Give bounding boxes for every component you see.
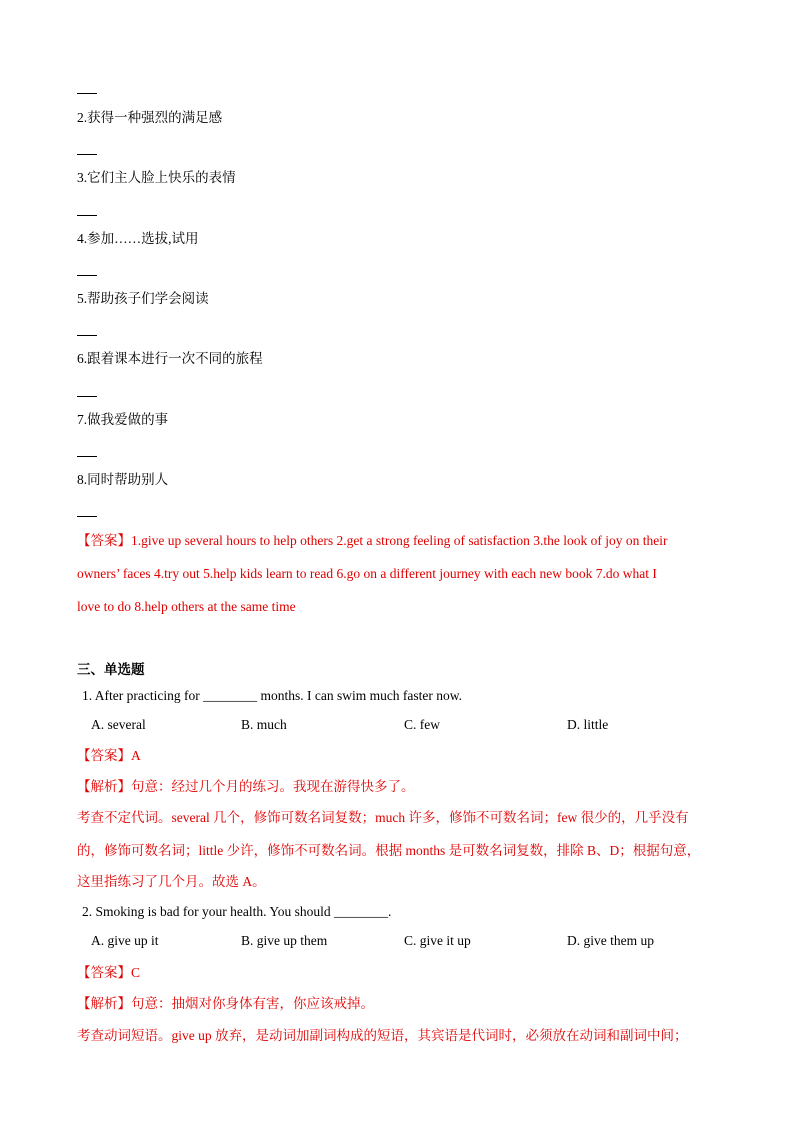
section-title: 三、单选题 (77, 662, 145, 677)
question-2-option-a: A. give up it (91, 933, 159, 948)
question-1-analysis-1: 【解析】句意：经过几个月的练习。我现在游得快多了。 (77, 779, 415, 794)
question-1-stem: 1. After practicing for ________ months. I can swim much faster now. (82, 688, 463, 703)
question-2-stem: 2. Smoking is bad for your health. You should ________. (82, 904, 392, 919)
question-1-option-a: A. several (91, 717, 146, 732)
vocab-item-2: 2.获得一种强烈的满足感 (77, 110, 223, 125)
question-1-option-d: D. little (567, 717, 609, 732)
vocab-item-5: 5.帮助孩子们学会阅读 (77, 291, 209, 306)
answer-blank (77, 275, 97, 276)
question-2-option-c: C. give it up (404, 933, 471, 948)
vocab-answer-line-2: owners’ faces 4.try out 5.help kids learn to read 6.go on a different journey with each new book 7.do what I (77, 566, 657, 581)
vocab-item-7: 7.做我爱做的事 (77, 412, 169, 427)
vocab-answer-line-1: 【答案】1.give up several hours to help others 2.get a strong feeling of satisfaction 3.the look of joy on their (77, 533, 668, 548)
answer-blank (77, 516, 97, 517)
vocab-item-3: 3.它们主人脸上快乐的表情 (77, 170, 236, 185)
question-2-answer: 【答案】C (77, 965, 141, 980)
question-1-analysis-3: 的，修饰可数名词；little 少许，修饰不可数名词。根据 months 是可数名词复数，排除 B、D；根据句意， (77, 843, 701, 858)
answer-blank (77, 396, 97, 397)
question-1-option-b: B. much (241, 717, 287, 732)
question-2-analysis-2: 考查动词短语。give up 放弃，是动词加副词构成的短语，其宾语是代词时，必须放在动词和副词中间； (77, 1028, 688, 1043)
answer-blank (77, 154, 97, 155)
question-1-answer: 【答案】A (77, 748, 141, 763)
vocab-item-8: 8.同时帮助别人 (77, 472, 169, 487)
vocab-answer-line-3: love to do 8.help others at the same time (77, 599, 296, 614)
question-2-option-d: D. give them up (567, 933, 654, 948)
question-2-analysis-1: 【解析】句意：抽烟对你身体有害，你应该戒掉。 (77, 996, 374, 1011)
answer-blank (77, 456, 97, 457)
question-2-option-b: B. give up them (241, 933, 328, 948)
answer-blank (77, 215, 97, 216)
question-1-analysis-2: 考查不定代词。several 几个，修饰可数名词复数；much 许多，修饰不可数名词；few 很少的，几乎没有 (77, 810, 689, 825)
answer-blank (77, 335, 97, 336)
question-1-analysis-4: 这里指练习了几个月。故选 A。 (77, 874, 266, 889)
vocab-item-6: 6.跟着课本进行一次不同的旅程 (77, 351, 263, 366)
answer-blank (77, 93, 97, 94)
vocab-item-4: 4.参加……选拔,试用 (77, 231, 199, 246)
question-1-option-c: C. few (404, 717, 440, 732)
